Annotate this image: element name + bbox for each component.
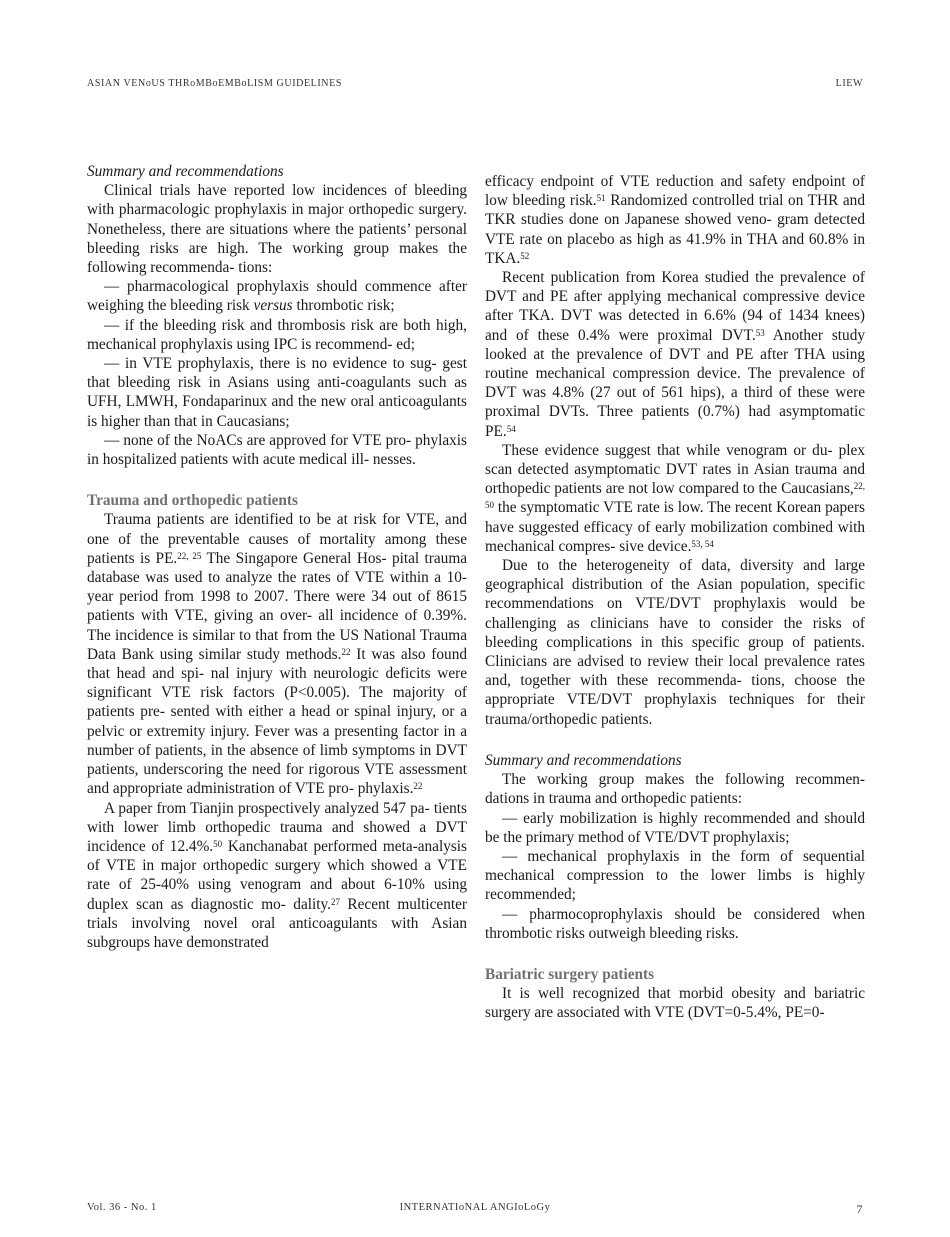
body-paragraph: A paper from Tianjin prospectively analyzed 547 pa- tients with lower limb orthopedic trauma and showed a DVT incidence of 12.4%.$^{50}$ Kanchanabat performed meta-analysis of VTE in major orthopedic surgery which showed a VTE rate of 25-40% using venogram and about 6-10% using duplex scan as diagnostic mo- dality.$^{27}$ Recent multicenter trials involving novel oral anticoagulants with Asian subgroups have demonstrated: [87, 799, 467, 951]
body-paragraph: efficacy endpoint of VTE reduction and safety endpoint of low bleeding risk.$^{51}$ Randomized controlled trial on THR and TKR studies done on Japanese showed veno- gram detected VTE rate on placebo as high as 41.9% in THA and 60.8% in TKA.$^{52}$: [485, 173, 865, 267]
running-header-author: LIEW: [835, 78, 863, 89]
citation-ref: 22, 50: [485, 481, 865, 511]
body-paragraph: Recent publication from Korea studied the prevalence of DVT and PE after applying mechanical compressive device after TKA. DVT was detected in 6.6% (94 of 1434 knees) and of these 0.4% were proximal DVT.$^{53}$ Another study looked at the prevalence of DVT and PE after THA using routine mechanical compression device. The prevalence of DVT was 4.8% (27 out of 561 hips), a third of these were proximal DVTs. Three patients (0.7%) had asymptomatic PE.$^{54}$: [485, 269, 865, 440]
citation-ref: 53, 54: [691, 538, 714, 549]
citation-ref: 51: [596, 193, 606, 204]
summary-heading: Summary and recommendations: [485, 751, 682, 769]
body-paragraph: It is well recognized that morbid obesity and bariatric surgery are associated with VTE (DVT=0-5.4%, PE=0-: [485, 985, 865, 1022]
citation-ref: 53: [755, 327, 765, 338]
footer-journal: INTERNATIoNAL ANGIoLoGy: [399, 1202, 551, 1213]
body-paragraph: Due to the heterogeneity of data, diversity and large geographical distribution of the Asian population, specific recommendations on VTE/DVT prophylaxis would be challenging as clinicians have to consider the risks of bleeding complications in this specific group of patients. Clinicians are advised to review their local prevalence rates and, together with these recommenda- tions, choose the appropriate VTE/DVT prophylaxis techniques for their trauma/orthopedic patients.: [485, 557, 865, 728]
left-column: [87, 162, 467, 952]
body-paragraph: These evidence suggest that while venogram or du- plex scan detected asymptomatic DVT rates in Asian trauma and orthopedic patients are not low compared to the Caucasians,$^{22, 50}$ the symptomatic VTE rate is low. The recent Korean papers have suggested efficacy of early mobilization combined with mechanical compres- sive device.$^{53, 54}$: [485, 441, 865, 555]
recommendation-item: — early mobilization is highly recommended and should be the primary method of VTE/DVT prophylaxis;: [485, 809, 865, 846]
body-paragraph: Trauma patients are identified to be at risk for VTE, and one of the preventable causes of mortality among these patients is PE.$^{22, 25}$ The Singapore General Hos- pital trauma database was used to analyze the rates of VTE within a 10-year period from 1998 to 2007. There were 34 out of 8615 patients with VTE, giving an over- all incidence of 0.39%. The incidence is similar to that from the US National Trauma Data Bank using similar study methods.$^{22}$ It was also found that head and spi- nal injury with neurologic deficits were significant VTE risk factors (P<0.005). The majority of patients pre- sented with either a head or spinal injury, or a pelvic or extremity injury. Fever was a presenting factor in a number of patients, in the absence of limb symptoms in DVT patients, underscoring the need for rigorous VTE assessment and appropriate administration of VTE pro- phylaxis.$^{22}$: [87, 511, 468, 798]
citation-ref: 27: [330, 896, 340, 907]
recommendation-item: — in VTE prophylaxis, there is no evidence to sug- gest that bleeding risk in Asians using anti-coagulants such as UFH, LMWH, Fondaparinux and the new oral anticoagulants is higher than that in Caucasians;: [87, 355, 467, 430]
summary-heading: Summary and recommendations: [87, 163, 284, 180]
right-column: [485, 172, 865, 1023]
citation-ref: 50: [213, 838, 223, 849]
recommendation-item: — pharmacological prophylaxis should commence after weighing the bleeding risk versus thrombotic risk;: [87, 278, 467, 315]
page-number: 7: [856, 1202, 863, 1216]
section-heading: Trauma and orthopedic patients: [87, 492, 298, 510]
footer-volume: Vol. 36 - No. 1: [87, 1202, 157, 1213]
citation-ref: 52: [520, 250, 530, 261]
summary-intro: Clinical trials have reported low incidences of bleeding with pharmacologic prophylaxis in major orthopedic surgery. Nonetheless, there are situations where the patients’ personal bleeding risks are high. The working group makes the following recommenda- tions:: [87, 182, 467, 277]
recommendation-item: — pharmocoprophylaxis should be considered when thrombotic risks outweigh bleeding risks.: [485, 905, 865, 942]
recommendation-item: — mechanical prophylaxis in the form of sequential mechanical compression to the lower limbs is highly recommended;: [485, 847, 865, 904]
summary-intro: The working group makes the following recommen- dations in trauma and orthopedic patients:: [485, 771, 865, 808]
citation-ref: 22: [413, 781, 423, 792]
section-heading: Bariatric surgery patients: [485, 965, 655, 983]
recommendation-item: — none of the NoACs are approved for VTE pro- phylaxis in hospitalized patients with acute medical ill- nesses.: [87, 431, 467, 469]
running-header-title: ASIAN VENoUS THRoMBoEMBoLISM GUIDELINES: [87, 78, 342, 89]
citation-ref: 22: [341, 646, 351, 657]
citation-ref: 22, 25: [177, 550, 202, 561]
citation-ref: 54: [506, 423, 516, 434]
recommendation-item: — if the bleeding risk and thrombosis risk are both high, mechanical prophylaxis using IPC is recommend- ed;: [87, 316, 467, 353]
